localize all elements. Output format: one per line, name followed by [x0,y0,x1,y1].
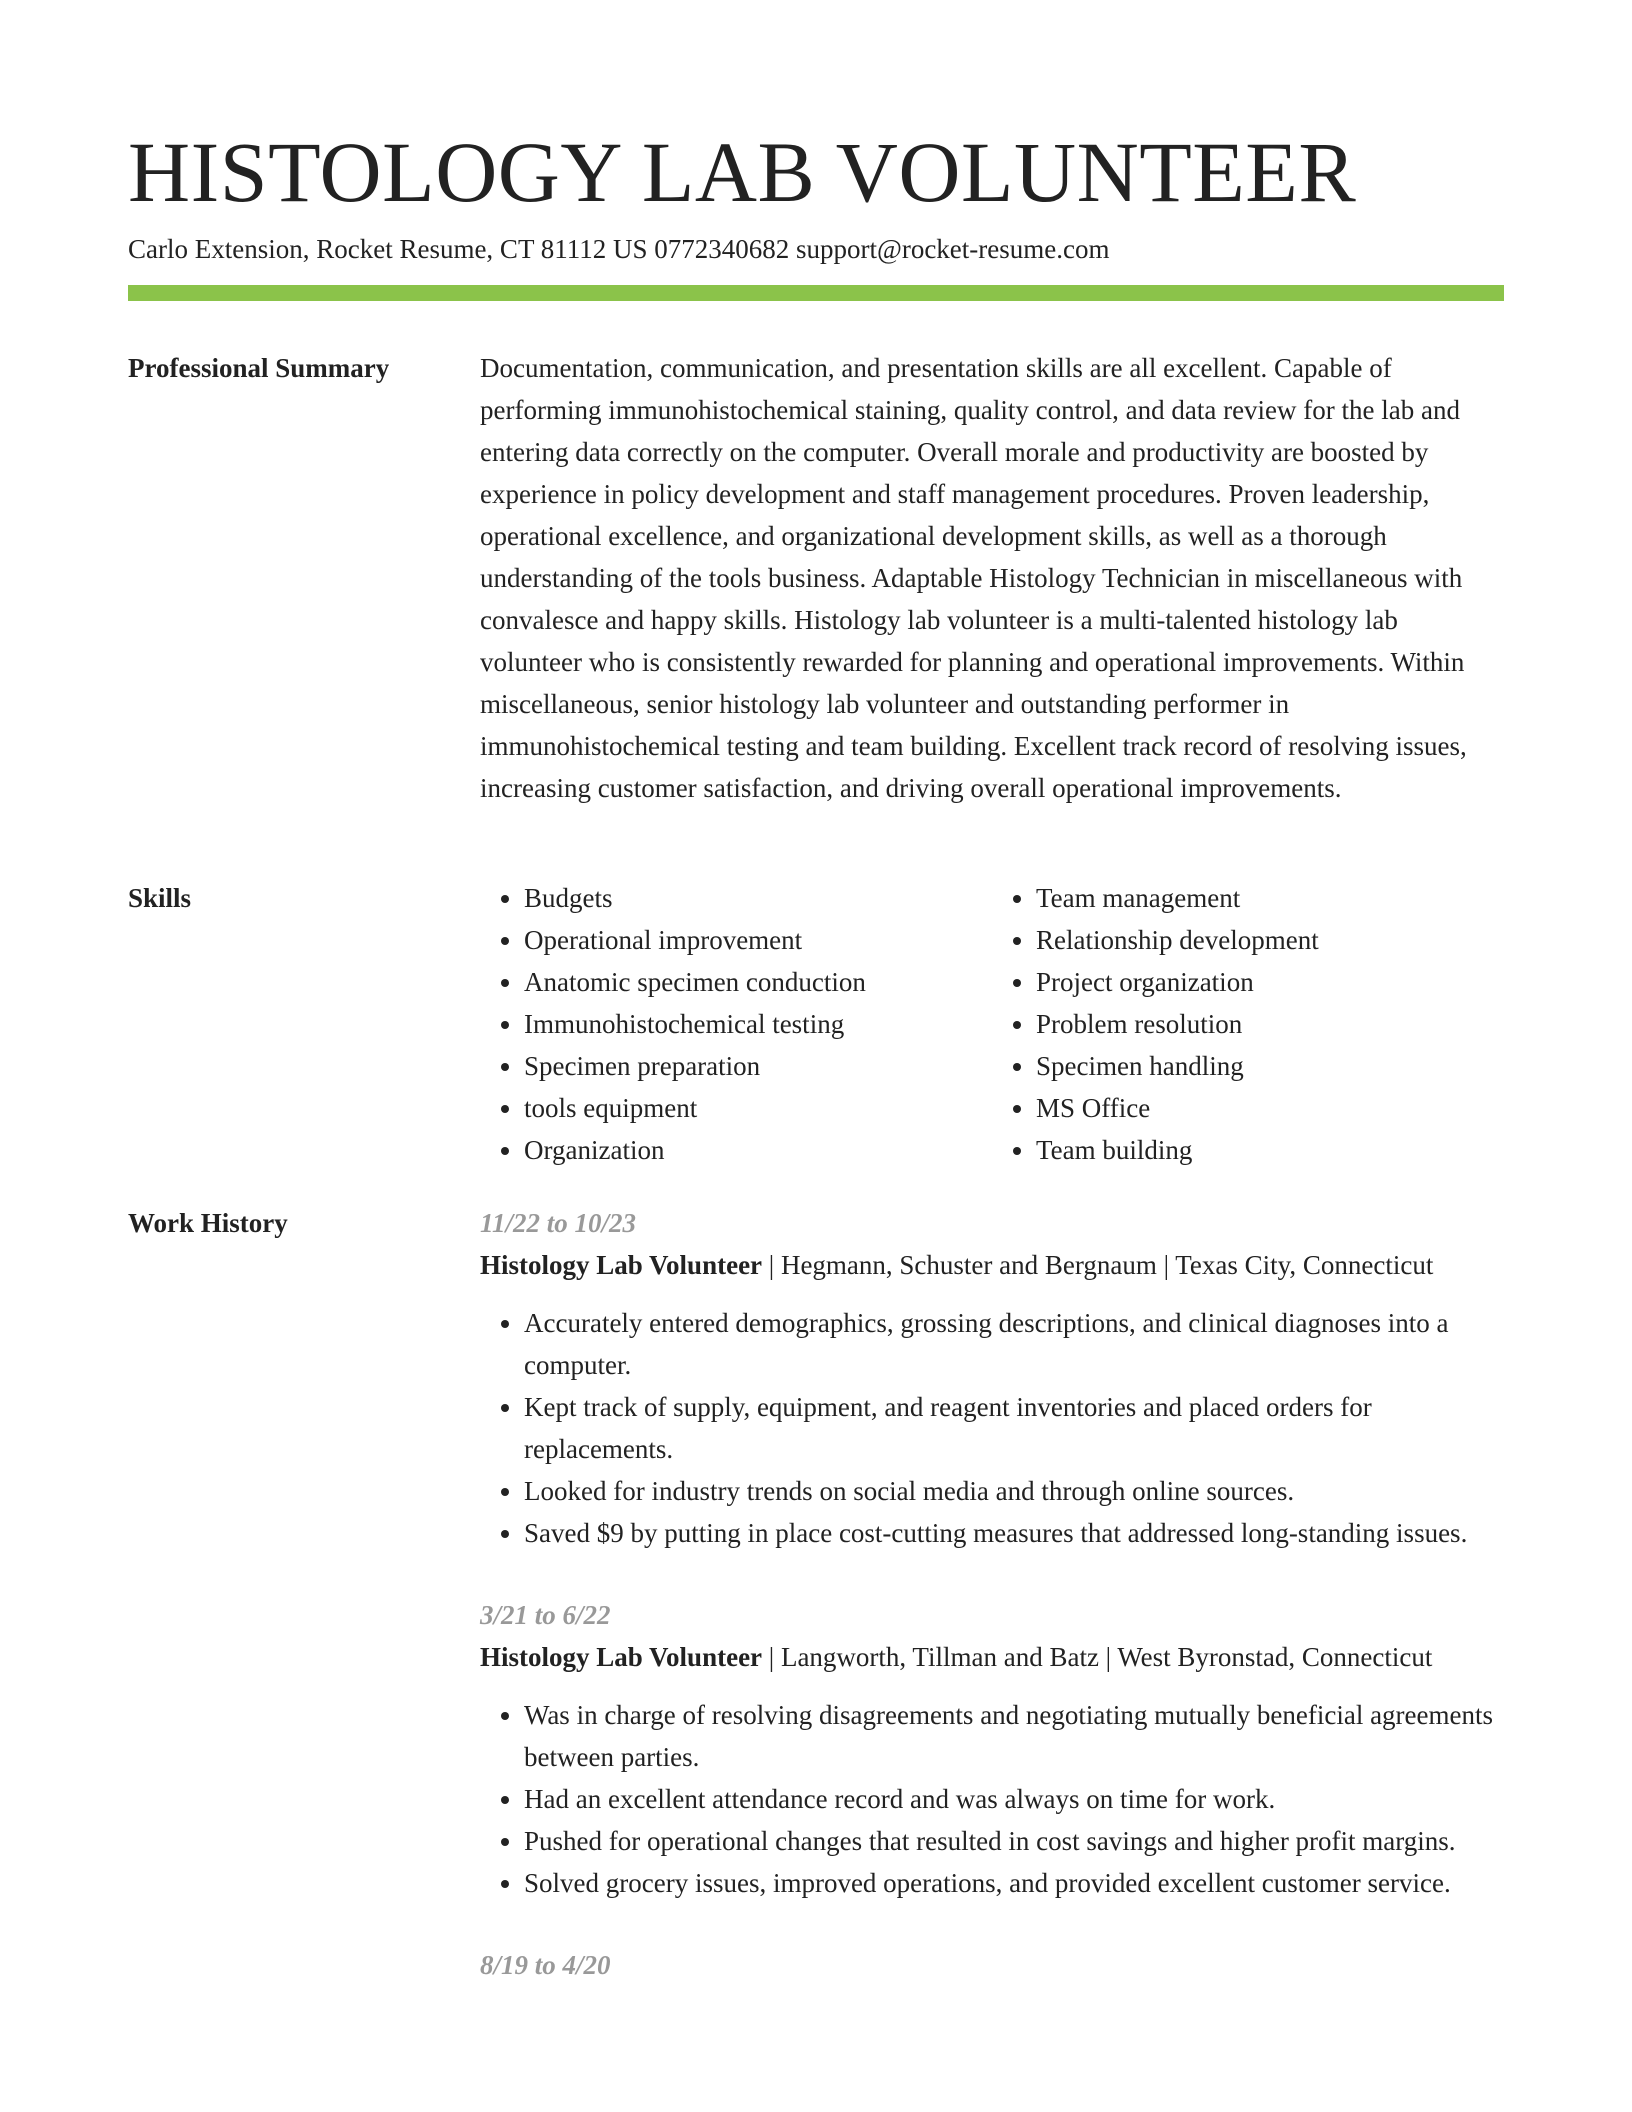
summary-label: Professional Summary [128,353,390,383]
job-title: Histology Lab Volunteer [480,1250,763,1280]
job-dates: 3/21 to 6/22 [480,1600,611,1630]
skill-item: • Project organization [1036,961,1504,1003]
job-details: | Hegmann, Schuster and Bergnaum | Texas City, Connecticut [762,1250,1434,1280]
skills-list-left [480,877,992,1171]
skill-item: • Immunohistochemical testing [524,1003,992,1045]
skill-item: • Specimen handling [1036,1045,1504,1087]
skill-item: • Anatomic specimen conduction [524,961,992,1003]
work-body [480,1202,1504,2026]
skill-item: • Problem resolution [1036,1003,1504,1045]
job-entry [480,1944,1504,1986]
job-bullet: • Had an excellent attendance record and was always on time for work. [524,1778,1504,1820]
skill-item: • Specimen preparation [524,1045,992,1087]
job-bullet: • Looked for industry trends on social media and through online sources. [524,1470,1504,1512]
skill-item: • Team management [1036,877,1504,919]
job-bullet: • Accurately entered demographics, grossing descriptions, and clinical diagnoses into a computer. [524,1302,1504,1386]
skills-label: Skills [128,883,192,913]
job-bullets [480,1694,1504,1904]
job-bullet: • Solved grocery issues, improved operations, and provided excellent customer service. [524,1862,1504,1904]
job-dates: 11/22 to 10/23 [480,1208,637,1238]
skill-item: • Relationship development [1036,919,1504,961]
header-divider [128,285,1504,301]
job-heading [480,1244,1504,1286]
contact-line: Carlo Extension, Rocket Resume, CT 81112 US 0772340682 support@rocket-resume.com [128,234,1110,264]
job-entry [480,1594,1504,1904]
job-entry [480,1202,1504,1554]
skill-item: • Team building [1036,1129,1504,1171]
skills-body [480,877,1504,1171]
resume-title: HISTOLOGY LAB VOLUNTEER [128,124,1357,220]
summary-body [480,347,1504,809]
job-bullet: • Was in charge of resolving disagreements and negotiating mutually beneficial agreements between parties. [524,1694,1504,1778]
skills-list-right [992,877,1504,1171]
summary-text: Documentation, communication, and presentation skills are all excellent. Capable of performing immunohistochemical staining, quality control, and data review for the lab and entering data correctly on the computer. Overall morale and productivity are boosted by experience in policy development and staff management procedures. Proven leadership, operational excellence, and organizational development skills, as well as a thorough understanding of the tools business. Adaptable Histology Technician in miscellaneous with convalesce and happy skills. Histology lab volunteer is a multi-talented histology lab volunteer who is consistently rewarded for planning and operational improvements. Within miscellaneous, senior histology lab volunteer and outstanding performer in immunohistochemical testing and team building. Excellent track record of resolving issues, increasing customer satisfaction, and driving overall operational improvements. [480,353,1467,803]
job-bullet: • Pushed for operational changes that resulted in cost savings and higher profit margins. [524,1820,1504,1862]
work-label: Work History [128,1208,288,1238]
skill-item: • MS Office [1036,1087,1504,1129]
skill-item: • Budgets [524,877,992,919]
skill-item: • Operational improvement [524,919,992,961]
job-title: Histology Lab Volunteer [480,1642,763,1672]
job-bullet: • Kept track of supply, equipment, and reagent inventories and placed orders for replacements. [524,1386,1504,1470]
job-bullets [480,1302,1504,1554]
job-heading [480,1636,1504,1678]
job-bullet: • Saved $9 by putting in place cost-cutting measures that addressed long-standing issues. [524,1512,1504,1554]
job-details: | Langworth, Tillman and Batz | West Byronstad, Connecticut [762,1642,1433,1672]
skill-item: • tools equipment [524,1087,992,1129]
job-dates: 8/19 to 4/20 [480,1950,611,1980]
skill-item: • Organization [524,1129,992,1171]
